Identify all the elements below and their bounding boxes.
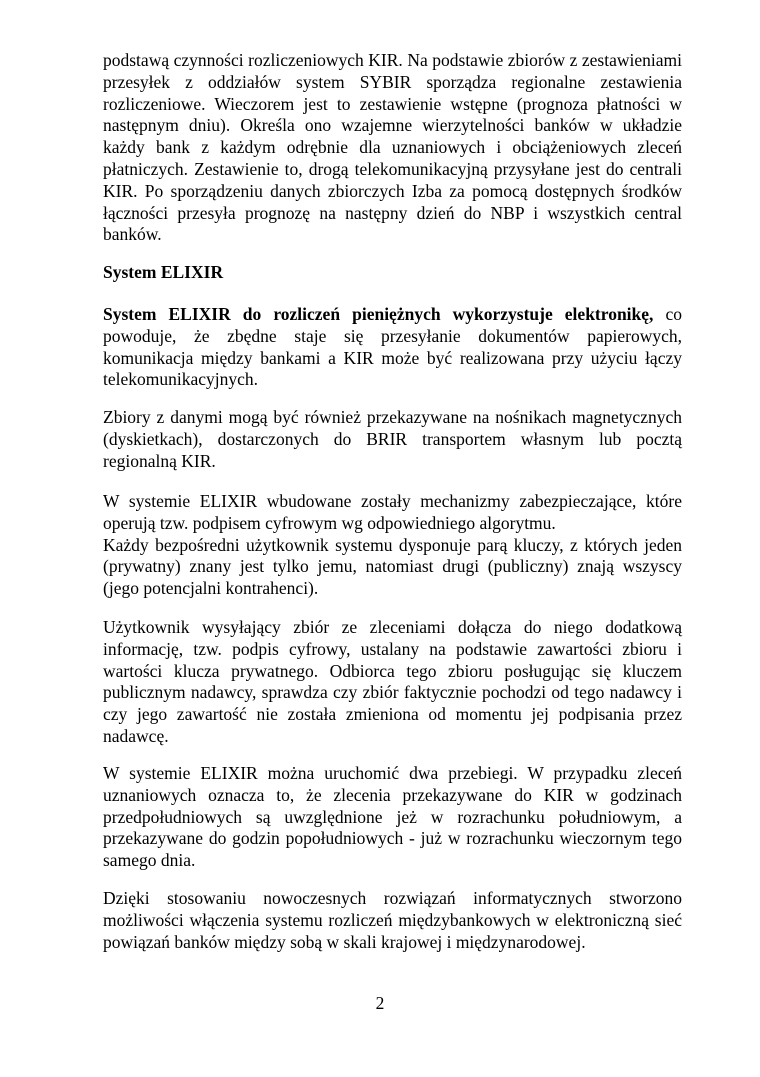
paragraph-3 bbox=[103, 491, 682, 600]
paragraph-1-lead: System ELIXIR do rozliczeń pieniężnych wykorzystuje elektronikę, bbox=[103, 304, 654, 324]
paragraph-3a-text: W systemie ELIXIR wbudowane zostały mechanizmy zabezpieczające, które operują tzw. podpisem cyfrowym wg odpowiedniego algorytmu. bbox=[103, 491, 682, 533]
paragraph-4 bbox=[103, 617, 682, 748]
paragraph-5 bbox=[103, 763, 682, 872]
paragraph-2 bbox=[103, 407, 682, 472]
page-number: 2 bbox=[375, 993, 385, 1013]
paragraph-6 bbox=[103, 888, 682, 953]
paragraph-3b-text: Każdy bezpośredni użytkownik systemu dysponuje parą kluczy, z których jeden (prywatny) znany jest tylko jemu, natomiast drugi (publiczny) znają wszyscy (jego potencjalni kontrahenci). bbox=[103, 534, 682, 599]
paragraph-4-text: Użytkownik wysyłający zbiór ze zleceniami dołącza do niego dodatkową informację, tzw. podpis cyfrowy, ustalany na podstawie zawartości zbioru i wartości klucza prywatnego. Odbiorca tego zbioru posługując się kluczem publicznym nadawcy, sprawdza czy zbiór faktycznie pochodzi od tego nadawcy i czy jego zawartość nie została zmieniona od momentu jej podpisania przez nadawcę. bbox=[103, 617, 682, 746]
intro-text: podstawą czynności rozliczeniowych KIR. Na podstawie zbiorów z zestawieniami przesyłek z oddziałów system SYBIR sporządza regionalne zestawienia rozliczeniowe. Wieczorem jest to zestawienie wstępne (prognoza płatności w następnym dniu). Określa ono wzajemne wierzytelności banków w układzie każdy bank z każdym odrębnie dla uznaniowych i obciążeniowych zleceń płatniczych. Zestawienie to, drogą telekomunikacyjną przysyłane jest do centrali KIR. Po sporządzeniu danych zbiorczych Izba za pomocą dostępnych środków łączności przesyła prognozę na następny dzień do NBP i wszystkich central banków. bbox=[103, 50, 682, 245]
section-heading-block bbox=[103, 262, 682, 284]
paragraph-2-text: Zbiory z danymi mogą być również przekazywane na nośnikach magnetycznych (dyskietkach), dostarczonych do BRIR transportem własnym lub pocztą regionalną KIR. bbox=[103, 407, 682, 471]
intro-paragraph bbox=[103, 50, 682, 246]
paragraph-1-rest: co powoduje, że zbędne staje się przesyłanie dokumentów papierowych, komunikacja między bankami a KIR może być realizowana przy użyciu łączy telekomunikacyjnych. bbox=[103, 304, 682, 390]
paragraph-1 bbox=[103, 304, 682, 391]
paragraph-6-text: Dzięki stosowaniu nowoczesnych rozwiązań informatycznych stworzono możliwości włączenia systemu rozliczeń międzybankowych w elektroniczną sieć powiązań banków między sobą w skali krajowej i międzynarodowej. bbox=[103, 888, 682, 952]
section-heading: System ELIXIR bbox=[103, 262, 224, 282]
paragraph-5-text: W systemie ELIXIR można uruchomić dwa przebiegi. W przypadku zleceń uznaniowych oznacza to, że zlecenia przekazywane do KIR w godzinach przedpołudniowych są uwzględnione jeż w rozrachunku południowym, a przekazywane do godzin popołudniowych - już w rozrachunku wieczornym tego samego dnia. bbox=[103, 763, 682, 871]
